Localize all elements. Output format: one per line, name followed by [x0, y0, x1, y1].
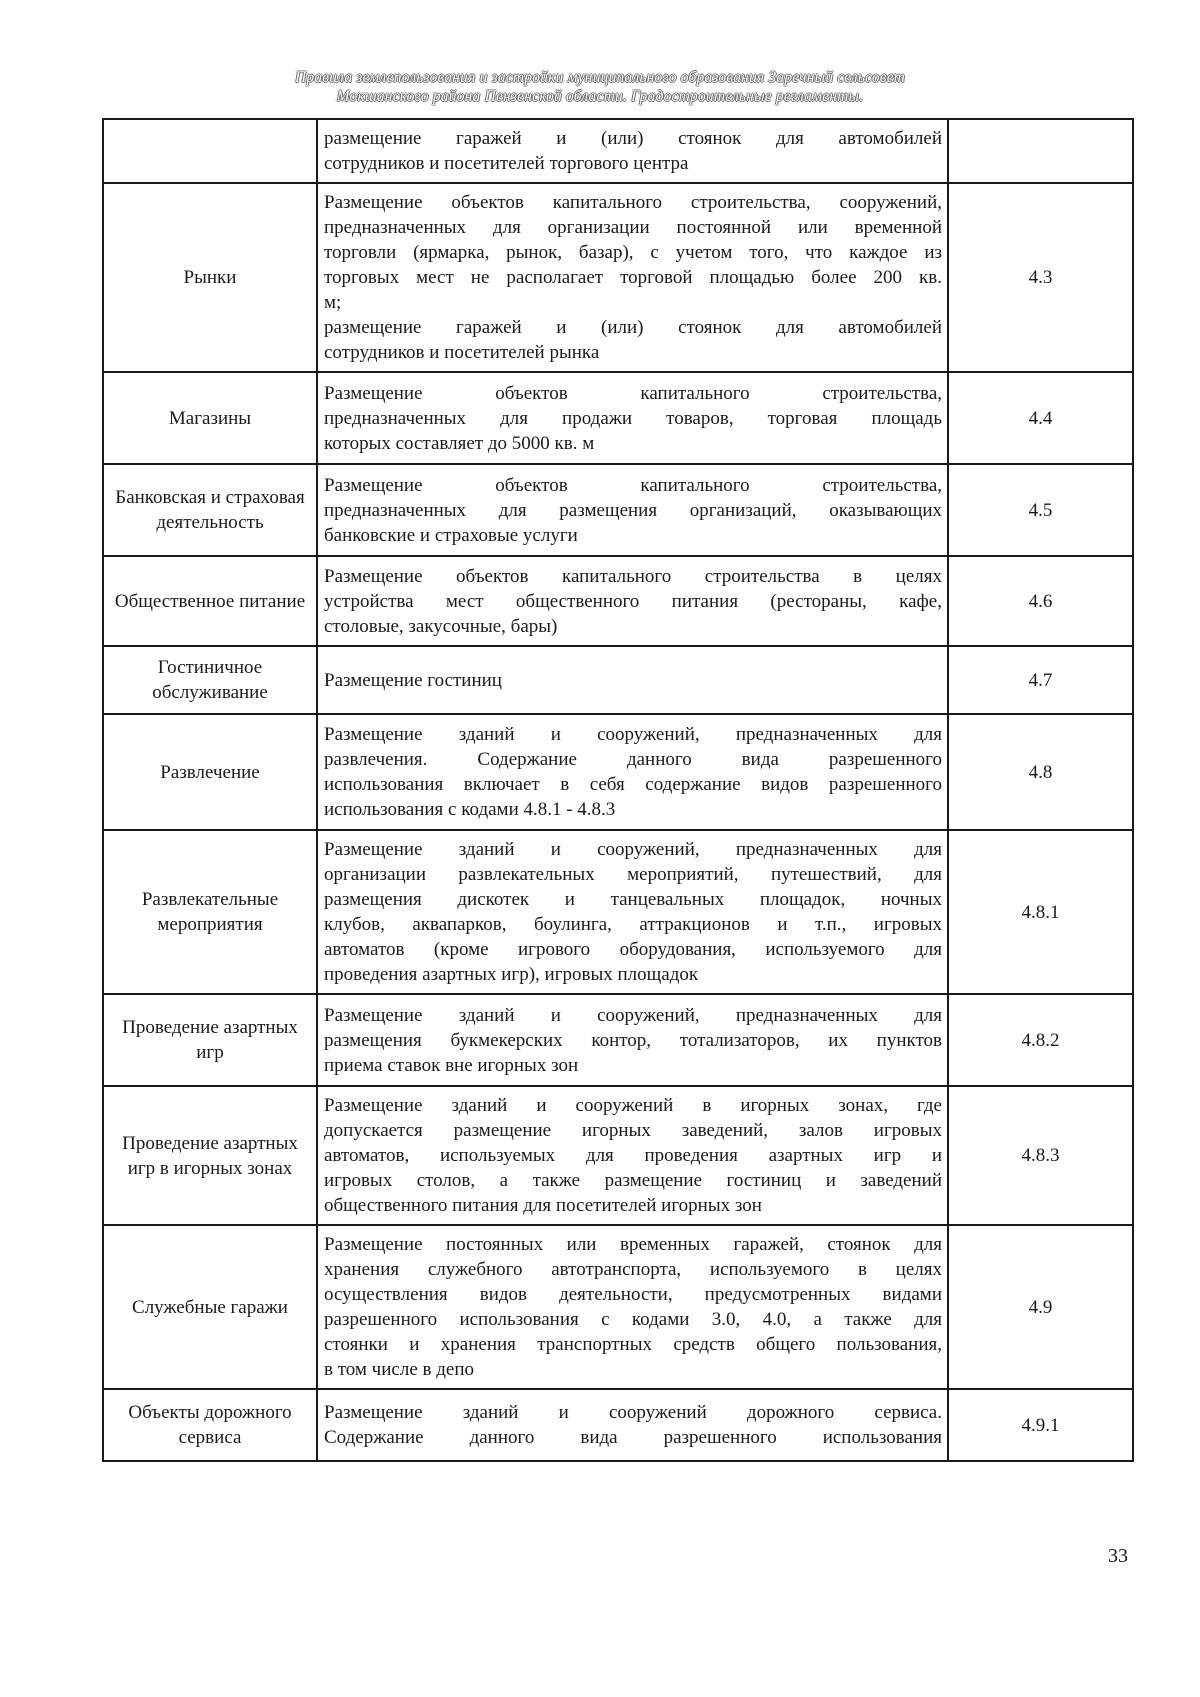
header-line-1: Правила землепользования и застройки муниципального образования Заречный сельсовет — [295, 69, 905, 86]
description-line: размещение гаражей и (или) стоянок для автомобилей — [324, 317, 942, 338]
table-row — [103, 1225, 1133, 1389]
use-type-name: Магазины — [103, 372, 317, 464]
use-type-code: 4.9 — [948, 1225, 1133, 1389]
table-row — [103, 714, 1133, 830]
description-line: осуществления видов деятельности, предусмотренных видами — [324, 1284, 942, 1305]
use-type-description — [317, 183, 948, 372]
description-line: размещения дискотек и танцевальных площадок, ночных — [324, 889, 942, 910]
description-line: клубов, аквапарков, боулинга, аттракционов и т.п., игровых — [324, 914, 942, 935]
description-line: банковские и страховые услуги — [324, 524, 578, 546]
description-line: предназначенных для размещения организаций, оказывающих — [324, 499, 942, 521]
description-line: Размещение объектов капитального строительства, — [324, 474, 942, 496]
use-type-code — [948, 119, 1133, 183]
page-number: 33 — [1108, 1545, 1128, 1567]
description-line: торговых мест не располагает торговой площадью более 200 кв. — [324, 267, 942, 288]
use-type-name: Объекты дорожного сервиса — [103, 1389, 317, 1461]
description-line: автоматов (кроме игрового оборудования, используемого для — [324, 939, 942, 960]
description-line: допускается размещение игорных заведений, залов игровых — [324, 1120, 942, 1141]
use-type-name: Проведение азартных игр — [103, 994, 317, 1086]
description-line: торговли (ярмарка, рынок, базар), с учетом того, что каждое из — [324, 242, 942, 263]
use-type-code: 4.8.3 — [948, 1086, 1133, 1225]
description-line: предназначенных для продажи товаров, торговая площадь — [324, 407, 942, 429]
table-row — [103, 372, 1133, 464]
description-line: сотрудников и посетителей торгового центра — [324, 153, 689, 174]
description-line: Размещение зданий и сооружений, предназначенных для — [324, 839, 942, 860]
description-line: Размещение объектов капитального строительства, сооружений, — [324, 192, 942, 213]
description-line: Размещение зданий и сооружений, предназначенных для — [324, 1004, 942, 1026]
table-row — [103, 464, 1133, 556]
description-line: столовые, закусочные, бары) — [324, 615, 558, 637]
description-line: Размещение зданий и сооружений дорожного сервиса. — [324, 1402, 942, 1423]
use-type-code: 4.5 — [948, 464, 1133, 556]
description-line: автоматов, используемых для проведения азартных игр и — [324, 1145, 942, 1166]
description-line: разрешенного использования с кодами 3.0, 4.0, а также для — [324, 1309, 942, 1330]
use-type-code: 4.7 — [948, 646, 1133, 714]
table-row — [103, 119, 1133, 183]
use-type-description — [317, 994, 948, 1086]
description-line: в том числе в депо — [324, 1359, 474, 1380]
use-type-description — [317, 1389, 948, 1461]
description-line: Размещение зданий и сооружений в игорных зонах, где — [324, 1095, 942, 1116]
use-type-name: Общественное питание — [103, 556, 317, 646]
description-line: хранения служебного автотранспорта, используемого в целях — [324, 1259, 942, 1280]
description-line: размещения букмекерских контор, тотализаторов, их пунктов — [324, 1029, 942, 1051]
use-type-description — [317, 714, 948, 830]
description-line: развлечения. Содержание данного вида разрешенного — [324, 749, 942, 770]
description-line: сотрудников и посетителей рынка — [324, 342, 600, 363]
use-type-name: Проведение азартных игр в игорных зонах — [103, 1086, 317, 1225]
use-type-description — [317, 1225, 948, 1389]
header-line-2: Мокшанского района Пензенской области. Градостроительные регламенты. — [336, 88, 864, 105]
use-type-code: 4.6 — [948, 556, 1133, 646]
use-type-name — [103, 119, 317, 183]
description-line: проведения азартных игр), игровых площадок — [324, 964, 699, 985]
description-line: Размещение объектов капитального строительства, — [324, 382, 942, 404]
use-type-code: 4.8.2 — [948, 994, 1133, 1086]
table-row — [103, 830, 1133, 994]
use-type-name: Служебные гаражи — [103, 1225, 317, 1389]
land-use-table-body — [103, 119, 1133, 1461]
use-type-name: Банковская и страховая деятельность — [103, 464, 317, 556]
description-line: Размещение гостиниц — [324, 669, 502, 691]
description-line: организации развлекательных мероприятий, путешествий, для — [324, 864, 942, 885]
description-line: устройства мест общественного питания (рестораны, кафе, — [324, 590, 942, 612]
table-row — [103, 1389, 1133, 1461]
use-type-name: Рынки — [103, 183, 317, 372]
land-use-table — [102, 118, 1134, 1462]
use-type-description — [317, 1086, 948, 1225]
description-line: использования с кодами 4.8.1 - 4.8.3 — [324, 799, 616, 820]
use-type-code: 4.4 — [948, 372, 1133, 464]
use-type-description — [317, 464, 948, 556]
description-line: общественного питания для посетителей игорных зон — [324, 1195, 762, 1216]
description-line: приема ставок вне игорных зон — [324, 1054, 579, 1076]
description-line: Размещение объектов капитального строительства в целях — [324, 565, 942, 587]
description-line: предназначенных для организации постоянной или временной — [324, 217, 942, 238]
use-type-name: Развлечение — [103, 714, 317, 830]
table-row — [103, 556, 1133, 646]
table-row — [103, 1086, 1133, 1225]
use-type-name: Развлекательные мероприятия — [103, 830, 317, 994]
description-line: Размещение зданий и сооружений, предназначенных для — [324, 724, 942, 745]
page-header — [150, 68, 1050, 106]
table-row — [103, 183, 1133, 372]
table-row — [103, 646, 1133, 714]
table-row — [103, 994, 1133, 1086]
use-type-description — [317, 830, 948, 994]
use-type-description — [317, 372, 948, 464]
description-line: м; — [324, 292, 342, 313]
use-type-description — [317, 556, 948, 646]
description-line: размещение гаражей и (или) стоянок для автомобилей — [324, 128, 942, 149]
use-type-description — [317, 646, 948, 714]
use-type-code: 4.8.1 — [948, 830, 1133, 994]
description-line: которых составляет до 5000 кв. м — [324, 432, 595, 454]
description-line: Размещение постоянных или временных гаражей, стоянок для — [324, 1234, 942, 1255]
use-type-description — [317, 119, 948, 183]
description-line: Содержание данного вида разрешенного использования — [324, 1427, 942, 1448]
use-type-code: 4.8 — [948, 714, 1133, 830]
use-type-code: 4.3 — [948, 183, 1133, 372]
use-type-code: 4.9.1 — [948, 1389, 1133, 1461]
description-line: использования включает в себя содержание видов разрешенного — [324, 774, 942, 795]
use-type-name: Гостиничное обслуживание — [103, 646, 317, 714]
description-line: стоянки и хранения транспортных средств общего пользования, — [324, 1334, 942, 1355]
description-line: игровых столов, а также размещение гостиниц и заведений — [324, 1170, 942, 1191]
